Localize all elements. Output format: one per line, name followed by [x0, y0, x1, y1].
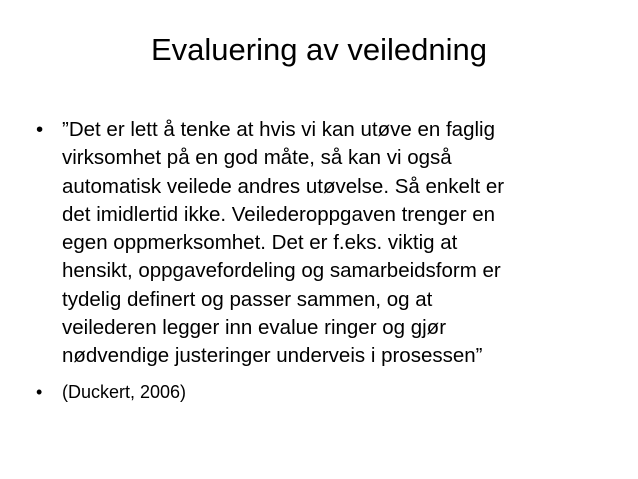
quote-line: egen oppmerksomhet. Det er f.eks. viktig at [62, 231, 458, 255]
quote-line: virksomhet på en god måte, så kan vi også [62, 146, 452, 170]
quote-line: automatisk veilede andres utøvelse. Så enkelt er [62, 174, 505, 198]
quote-line: tydelig definert og passer sammen, og at [62, 287, 433, 311]
quote-line: nødvendige justeringer underveis i prosessen” [62, 344, 483, 368]
citation-line: (Duckert, 2006) [62, 381, 187, 402]
quote-line: veilederen legger inn evalue ringer og gjør [62, 316, 447, 340]
quote-line: ”Det er lett å tenke at hvis vi kan utøve en faglig [62, 118, 495, 141]
bullet-quote [36, 116, 606, 371]
quote-text [62, 116, 606, 371]
bullet-citation [36, 379, 606, 405]
citation-text [62, 379, 606, 405]
bullet-icon: • [36, 381, 43, 402]
quote-line: det imidlertid ikke. Veilederoppgaven trenger en [62, 202, 496, 226]
bullet-icon: • [36, 118, 44, 141]
bullet-list [36, 116, 606, 413]
quote-line: hensikt, oppgavefordeling og samarbeidsform er [62, 259, 501, 283]
slide-title: Evaluering av veiledning [150, 32, 488, 67]
